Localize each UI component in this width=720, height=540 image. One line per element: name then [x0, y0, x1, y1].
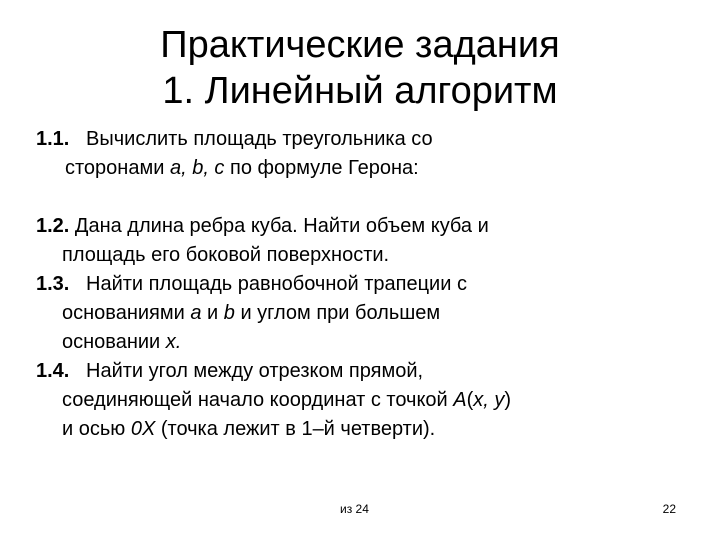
- task-text: основаниями: [62, 302, 191, 324]
- task-number: 1.3.: [36, 273, 70, 295]
- task-variable: 0X: [130, 418, 156, 440]
- task-variable: x, y: [473, 389, 505, 411]
- task-text: Дана длина ребра куба. Найти объем куба и: [69, 215, 489, 237]
- task-text: Найти площадь равнобочной трапеции с: [86, 273, 467, 295]
- task-1-2: [36, 212, 696, 270]
- task-variable: a, b, c: [169, 157, 225, 179]
- task-text: соединяющей начало координат с точкой: [62, 389, 454, 411]
- task-text: и: [201, 302, 224, 324]
- task-text: площадь его боковой поверхности.: [62, 244, 390, 266]
- task-text: основании: [62, 331, 166, 353]
- task-text: (: [466, 389, 474, 411]
- task-variable: a: [190, 302, 202, 324]
- task-text: и осью: [62, 418, 131, 440]
- task-1-3: [36, 270, 696, 357]
- task-text: ): [504, 389, 512, 411]
- task-number: 1.1.: [36, 128, 70, 150]
- task-text: Вычислить площадь треугольника со: [86, 128, 433, 150]
- task-text: Найти угол между отрезком прямой,: [86, 360, 424, 382]
- title-line-2: 1. Линейный алгоритм: [162, 70, 558, 112]
- task-1-4: [36, 357, 696, 444]
- task-number: 1.4.: [36, 360, 70, 382]
- task-1-1: [36, 125, 696, 183]
- spacer: [36, 183, 696, 212]
- task-variable: A: [453, 389, 467, 411]
- task-variable: x.: [165, 331, 182, 353]
- slide-title: [0, 22, 720, 114]
- task-list: [36, 125, 696, 444]
- task-text: по формуле Герона:: [224, 157, 419, 179]
- task-text: сторонами: [65, 157, 170, 179]
- task-text: (точка лежит в 1–й четверти).: [155, 418, 436, 440]
- task-text: и углом при большем: [234, 302, 441, 324]
- page-count: из 24: [340, 502, 369, 516]
- page-number: 22: [662, 502, 676, 516]
- task-number: 1.2.: [36, 215, 70, 237]
- title-line-1: Практические задания: [160, 24, 560, 66]
- task-variable: b: [223, 302, 235, 324]
